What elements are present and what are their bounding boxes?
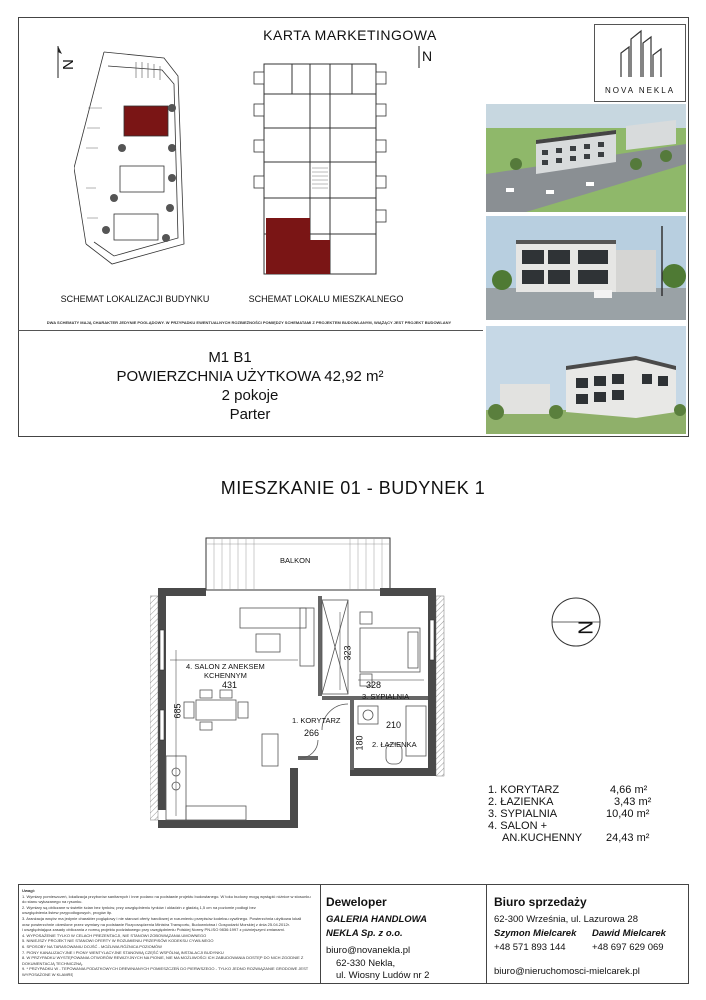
dim-corridor: 266 [304, 728, 320, 738]
dim-bedroom-width: 328 [366, 680, 382, 690]
render-photo-street [486, 216, 686, 320]
salon-label-line1: 4. SALON Z ANEKSEM [186, 662, 265, 671]
render-photo-aerial [486, 104, 686, 212]
note-line: DOKUMENTACJĄ TECHNICZNĄ. [22, 960, 83, 966]
sales-address: 62-300 Września, ul. Lazurowa 28 [494, 914, 638, 925]
unit-area: POWIERZCHNIA UŻYTKOWA 42,92 m² [116, 368, 384, 385]
render-photo-corner [486, 326, 686, 434]
note-line: 7. PIONY KANALIZACYJNE I PIONY WENTYLACYJNE STANOWIĄ CZĘŚĆ WSPÓLNĄ INSTALACJI BUDYNKU [22, 949, 224, 955]
note-line: do stanu wykazanego na rysunku. [22, 899, 83, 905]
legend-item-label: 2. ŁAZIENKA [488, 796, 554, 808]
legend-item-label: 1. KORYTARZ [488, 784, 560, 796]
footer-divider-2 [486, 884, 487, 984]
unit-rooms: 2 pokoje [221, 387, 279, 404]
agent1-name: Szymon Mielcarek [494, 928, 577, 939]
note-line: i uwzględniająca zasady obliczania z normą projektu podziałowego przy uwzględnieniu Polskiej Normy PN-ISO 9836:1997 z późniejszymi zmianami. [22, 927, 285, 933]
developer-company-2: NEKLA Sp. z o.o. [326, 928, 403, 939]
dim-bath-height: 180 [354, 735, 365, 751]
legend-item-value: 10,40 m² [606, 808, 650, 820]
developer-company-1: GALERIA HANDLOWA [326, 914, 427, 925]
bedroom-label: 3. SYPIALNIA [362, 692, 410, 701]
floor-plan-drawing [150, 530, 450, 840]
salon-label-line2: KCHENNYM [204, 671, 247, 680]
note-line: 8. W PRZYPADKU WYSTĘPOWANIA OTWORÓW REWIZYJNYCH NA PIONIE, NIE MA MOŻLIWOŚCI ICH ZABUDOWANIA DOSTĘP DO NICH ZGODNIE Z [22, 955, 304, 961]
legend-item-value: 4,66 m² [610, 784, 648, 796]
top-divider-horizontal [18, 330, 483, 331]
balcony-label: BALKON [280, 556, 311, 565]
note-line: uwzględnienia listew przypodłogowych, progów itp. [22, 910, 113, 916]
legend-item-label: AN.KUCHENNY [502, 832, 583, 844]
unit-caption: SCHEMAT LOKALU MIESZKALNEGO [248, 294, 404, 304]
aerial-render-image [486, 104, 686, 212]
north-compass-label: N [575, 620, 598, 635]
notes-block [22, 888, 318, 978]
dim-salon-width: 431 [222, 680, 238, 690]
legend-item-value: 24,43 m² [606, 832, 650, 844]
nova-nekla-logo [594, 24, 686, 102]
unit-floor: Parter [229, 406, 271, 423]
legend-item-label: 3. SYPIALNIA [488, 808, 558, 820]
agent2-phone[interactable]: +48 697 629 069 [592, 942, 664, 953]
developer-email[interactable]: biuro@novanekla.pl [326, 945, 411, 956]
unit-location-schematic [252, 58, 390, 280]
note-line: 4. WYPOSAŻENIE TYLKO W CELACH PREZENTACJI, NIE STANOWI ZOBOWIĄZANIA UMOWNEGO [22, 932, 207, 938]
dim-salon-height: 685 [172, 703, 183, 719]
buildings-logo-icon [595, 25, 687, 85]
note-line: 3. Aranżacja wnętrz ma jedynie charakter poglądowy i nie stanowi oferty handlowej w rozumieniu przepisów kodeksu cywilnego. Powierzchnia użytkowa lokali [22, 915, 302, 921]
developer-city: 62-330 Nekla, [336, 958, 396, 969]
agent2-name: Dawid Mielcarek [592, 928, 666, 939]
dim-bath-width: 210 [386, 720, 402, 730]
apartment-title: MIESZKANIE 01 - BUDYNEK 1 [220, 478, 486, 498]
brand-name: NOVA NEKLA [604, 86, 676, 95]
note-line: oraz powierzchnie określone przez wymiary na podstawie Rozporządzenia Ministra Transportu, Budownictwa i Gospodarki Morskiej z dnia 25.04.2012r. [22, 921, 290, 927]
sales-email[interactable]: biuro@nieruchomosci-mielcarek.pl [494, 966, 640, 977]
note-line: 9. * PRZYPADKU W - TEPOWANIA PODATKOWYCH DREWNIANYCH POMIESZCZEŃ DO PIERWSZEGO - TYLKO JEDNO ROZWIĄZANIE GRODOWE JEST WYPOSAŻONE W KLAMRĘ [22, 966, 309, 977]
note-line: 5. NINIEJSZY PROJEKT NIE STANOWI OFERTY W ROZUMIENIU PRZEPISÓW KODEKSU CYWILNEGO [22, 938, 214, 944]
bathroom-label: 2. ŁAZIENKA [372, 740, 417, 749]
site-location-plan [74, 48, 204, 280]
sales-title: Biuro sprzedaży [494, 895, 587, 909]
corridor-label: 1. KORYTARZ [292, 716, 341, 725]
developer-street: ul. Wiosny Ludów nr 2 [336, 970, 430, 981]
marketing-card-title: KARTA MARKETINGOWA [263, 27, 437, 43]
dim-bedroom-height: 323 [342, 645, 353, 661]
unit-code: M1 B1 [208, 349, 252, 366]
legend-item-value: 3,43 m² [614, 796, 652, 808]
disclaimer-text: DWA SCHEMATY MAJĄ CHARAKTER JEDYNIE POGLĄDOWY. W PRZYPADKU EWENTUALNYCH ROZBIEŻNOŚCI POMIĘDZY SCHEMATAMI Z PROJEKTEM BUDOWLANYM, WIĄŻĄCY JEST PROJEKT BUDOWLANY [46, 320, 452, 325]
street-render-image [486, 216, 686, 320]
note-line: 6. SPOSOBY NA TARASOWANIU DOJŚĆ - MOŻLIWA RÓŻNICA POZIOMÓW [22, 943, 162, 949]
north-label-site: N [58, 59, 76, 70]
area-legend [488, 784, 658, 854]
agent1-phone[interactable]: +48 571 893 144 [494, 942, 566, 953]
note-line: 1. Wymiary pomieszczeń, lokalizacja przyborów sanitarnych i inne podano na podstawie projektu budowlanego. W toku budowy mogą wystąpić różnice w stosunku [22, 893, 311, 899]
note-line: 2. Wymiary są obliczane w świetle ścian bez tynków, przy uwzględnieniu tynków i okładzin z gładzią 1,5 cm na poziomie podłogi bez [22, 904, 256, 910]
legend-item-label: 4. SALON + [488, 820, 548, 832]
north-label-plan: N [422, 48, 433, 64]
notes-title: Uwagi: [22, 888, 36, 893]
corner-render-image [486, 326, 686, 434]
site-caption: SCHEMAT LOKALIZACJI BUDYNKU [60, 294, 210, 304]
footer-divider-1 [320, 884, 321, 984]
developer-title: Deweloper [326, 895, 387, 909]
